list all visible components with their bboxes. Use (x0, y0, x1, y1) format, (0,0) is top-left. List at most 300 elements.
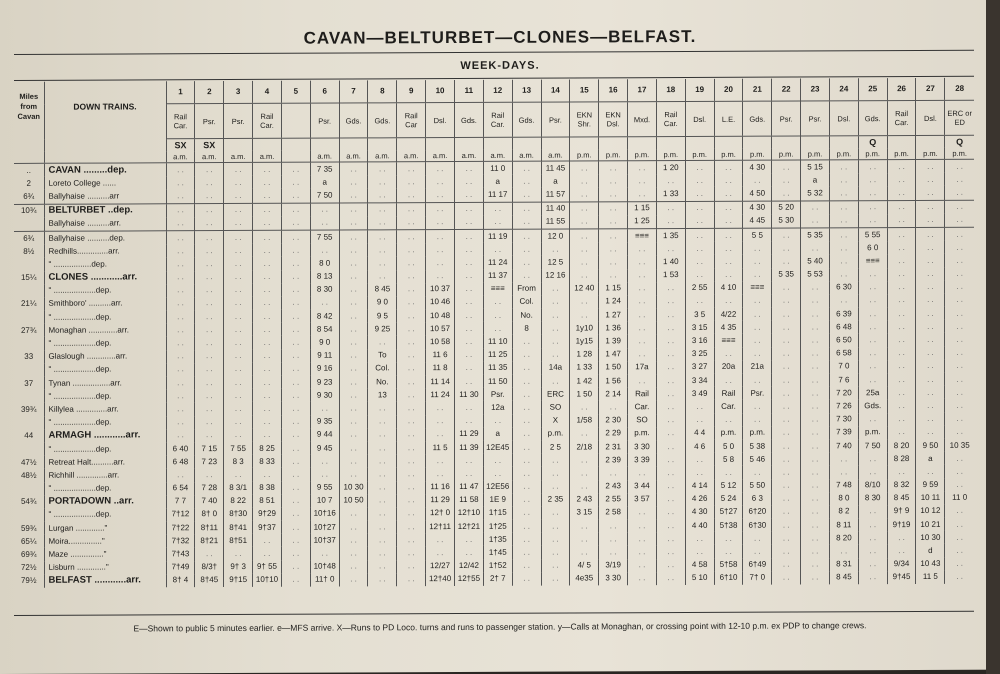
time-cell: 3 39 (628, 453, 657, 466)
time-cell: 11 39 (454, 441, 483, 454)
time-cell: . . (541, 520, 570, 533)
time-cell: 7 55 (224, 442, 253, 455)
time-cell: . . (195, 389, 224, 402)
time-cell: 2 29 (599, 427, 628, 440)
time-cell: . . (570, 188, 599, 202)
time-cell: . . (483, 216, 512, 230)
time-cell: 4 30 (743, 160, 772, 174)
time-cell: . . (945, 214, 974, 228)
time-cell: . . (195, 284, 224, 297)
time-cell: 2† 7 (483, 573, 512, 586)
time-cell: . . (858, 214, 887, 228)
col-19-num: 19 (685, 79, 714, 102)
time-cell: . . (397, 428, 426, 441)
time-cell: . . (656, 572, 685, 585)
time-cell: . . (685, 532, 714, 545)
time-cell: . . (339, 428, 368, 441)
time-cell: . . (945, 227, 974, 241)
time-cell: . . (685, 466, 714, 479)
time-cell: . . (397, 230, 426, 244)
time-cell: 7 39 (829, 426, 858, 439)
time-cell: . . (801, 571, 830, 584)
time-cell: . . (166, 350, 195, 363)
col-19-type: Dsl. (685, 101, 714, 136)
time-cell: . . (656, 308, 685, 321)
time-cell: 6†30 (743, 519, 772, 532)
time-cell: . . (454, 309, 483, 322)
time-cell: 8†11 (195, 521, 224, 534)
col-11-ampm: a.m. (454, 150, 483, 162)
time-cell: . . (714, 466, 743, 479)
time-cell: 11 24 (426, 388, 455, 401)
time-cell: 8 3/1 (224, 481, 253, 494)
station-name: " ...................dep. (44, 482, 166, 496)
time-cell: . . (426, 533, 455, 546)
time-cell: . . (397, 309, 426, 322)
time-cell: a (801, 174, 830, 187)
time-cell: . . (743, 413, 772, 426)
time-cell: . . (253, 203, 282, 217)
miles-cell (14, 509, 44, 522)
time-cell: . . (397, 573, 426, 586)
time-cell: . . (916, 360, 945, 373)
time-cell: . . (570, 295, 599, 308)
time-cell: . . (512, 229, 541, 243)
station-name: CLONES ............arr. (44, 271, 166, 285)
col-15-num: 15 (570, 79, 599, 102)
time-cell: 4 10 (714, 281, 743, 294)
time-cell: . . (166, 403, 195, 416)
time-cell: . . (166, 416, 195, 429)
time-cell: . . (454, 202, 483, 216)
time-cell: 7 40 (195, 495, 224, 508)
col-1-code: SX (166, 139, 195, 152)
miles-cell: 48½ (20, 470, 37, 480)
time-cell: 4 35 (714, 321, 743, 334)
time-cell: . . (772, 545, 801, 558)
time-cell: 1 53 (656, 269, 685, 282)
time-cell: . . (339, 283, 368, 296)
time-cell: . . (801, 294, 830, 307)
time-cell: 8 30 (310, 283, 339, 296)
time-cell: . . (570, 454, 599, 467)
time-cell: Psr. (743, 387, 772, 400)
time-cell: 6 50 (829, 334, 858, 347)
time-cell: . . (339, 402, 368, 415)
time-cell: . . (253, 349, 282, 362)
time-cell: . . (339, 309, 368, 322)
time-cell: 3 27 (685, 361, 714, 374)
time-cell: . . (829, 200, 858, 214)
col-21-type: Gds. (743, 101, 772, 136)
time-cell: . . (339, 336, 368, 349)
time-cell: . . (454, 283, 483, 296)
col-12-type: Rail Car. (483, 102, 512, 137)
time-cell: . . (599, 533, 628, 546)
time-cell: . . (772, 532, 801, 545)
time-cell: . . (656, 361, 685, 374)
time-cell: 5 20 (772, 201, 801, 215)
time-cell: 11 16 (426, 481, 455, 494)
time-cell: 7 23 (195, 455, 224, 468)
time-cell: . . (829, 294, 858, 307)
time-cell: . . (512, 467, 541, 480)
col-23-type: Psr. (801, 101, 830, 136)
time-cell: . . (368, 415, 397, 428)
time-cell: . . (483, 243, 512, 256)
time-cell: 9 25 (368, 323, 397, 336)
time-cell: . . (281, 323, 310, 336)
time-cell: 2 43 (599, 480, 628, 493)
time-cell: . . (281, 203, 310, 217)
time-cell: . . (916, 214, 945, 228)
col-18-code (656, 137, 685, 150)
time-cell: . . (512, 188, 541, 202)
col-9-ampm: a.m. (397, 150, 426, 162)
time-cell: . . (801, 439, 830, 452)
station-name: Retreat Halt..........arr. (44, 455, 166, 469)
time-cell: . . (339, 547, 368, 560)
time-cell: . . (743, 466, 772, 479)
time-cell: . . (656, 321, 685, 334)
time-cell: . . (628, 559, 657, 572)
col-23-code (801, 136, 830, 149)
time-cell: . . (281, 162, 310, 176)
time-cell: 9 11 (310, 349, 339, 362)
timetable-row (14, 571, 974, 588)
time-cell: . . (454, 188, 483, 202)
time-cell: 9 35 (310, 415, 339, 428)
time-cell: 4 26 (685, 493, 714, 506)
time-cell: . . (512, 559, 541, 572)
time-cell: 3 25 (685, 348, 714, 361)
time-cell: . . (281, 442, 310, 455)
time-cell: . . (454, 454, 483, 467)
time-cell: . . (512, 414, 541, 427)
time-cell: . . (339, 520, 368, 533)
time-cell: . . (224, 547, 253, 560)
time-cell: 6†49 (743, 558, 772, 571)
miles-cell: 8½ (23, 246, 35, 256)
time-cell: 11 17 (483, 188, 512, 202)
time-cell: . . (772, 347, 801, 360)
time-cell: 10 48 (426, 309, 455, 322)
time-cell: 4e35 (570, 572, 599, 585)
time-cell: . . (166, 297, 195, 310)
time-cell: 7 26 (829, 400, 858, 413)
station-name: Loreto College ...... (44, 176, 166, 190)
time-cell: . . (195, 429, 224, 442)
time-cell: . . (166, 217, 195, 231)
col-10-num: 10 (426, 80, 455, 103)
time-cell: 10 37 (426, 283, 455, 296)
time-cell: 12†21 (454, 520, 483, 533)
time-cell: 3 30 (628, 440, 657, 453)
time-cell: . . (483, 467, 512, 480)
station-name: Richhill ..............arr. (44, 469, 166, 483)
time-cell: 11 0 (483, 161, 512, 175)
time-cell: 10 11 (916, 492, 945, 505)
time-cell: 7†43 (166, 548, 195, 561)
col-1-type: Rail Car. (166, 104, 195, 139)
time-cell: 6 3 (743, 492, 772, 505)
time-cell: . . (281, 547, 310, 560)
time-cell: . . (224, 350, 253, 363)
time-cell: . . (714, 174, 743, 187)
time-cell: 1/58 (570, 414, 599, 427)
time-cell: . . (483, 309, 512, 322)
time-cell: 10 43 (916, 558, 945, 571)
time-cell: . . (281, 402, 310, 415)
time-cell: . . (858, 268, 887, 281)
time-cell: 8 25 (253, 442, 282, 455)
time-cell: . . (397, 322, 426, 335)
col-12-ampm: a.m. (483, 150, 512, 162)
time-cell: . . (454, 546, 483, 559)
time-cell: . . (858, 160, 887, 174)
time-cell: . . (541, 375, 570, 388)
time-cell: . . (801, 518, 830, 531)
time-cell: . . (224, 162, 253, 176)
col-17-type: Mxd. (628, 102, 657, 137)
time-cell: 10 21 (916, 518, 945, 531)
time-cell: . . (397, 362, 426, 375)
time-cell: . . (628, 308, 657, 321)
col-26-code (887, 136, 916, 149)
time-cell: . . (454, 243, 483, 256)
time-cell: . . (628, 506, 657, 519)
time-cell: . . (570, 201, 599, 215)
time-cell: . . (253, 363, 282, 376)
time-cell: To (368, 349, 397, 362)
time-cell: 17a (628, 361, 657, 374)
time-cell: . . (801, 360, 830, 373)
time-cell: . . (195, 336, 224, 349)
time-cell: . . (945, 531, 974, 544)
time-cell: 1 50 (570, 388, 599, 401)
col-7-code (339, 138, 368, 151)
time-cell: . . (368, 481, 397, 494)
time-cell: . . (541, 546, 570, 559)
time-cell: 11 50 (483, 375, 512, 388)
col-15-ampm: p.m. (570, 149, 599, 161)
time-cell: 7 50 (858, 439, 887, 452)
time-cell: . . (541, 243, 570, 256)
down-trains-header: DOWN TRAINS. (44, 81, 166, 163)
time-cell: . . (281, 336, 310, 349)
time-cell: . . (772, 571, 801, 584)
time-cell: . . (801, 466, 830, 479)
time-cell: . . (685, 545, 714, 558)
time-cell: . . (887, 426, 916, 439)
time-cell: . . (454, 401, 483, 414)
time-cell: . . (887, 320, 916, 333)
time-cell: . . (426, 270, 455, 283)
time-cell: 9 30 (310, 389, 339, 402)
col-22-code (772, 136, 801, 149)
miles-cell: 6¾ (14, 231, 44, 245)
time-cell: ≡≡≡ (743, 281, 772, 294)
time-cell: . . (570, 427, 599, 440)
time-cell: a (310, 176, 339, 189)
time-cell: . . (772, 242, 801, 255)
time-cell: . . (772, 187, 801, 201)
col-27-type: Dsl. (916, 100, 945, 135)
col-7-ampm: a.m. (339, 150, 368, 162)
col-2-ampm: a.m. (195, 151, 224, 163)
time-cell: 11 58 (454, 494, 483, 507)
time-cell: 8 32 (887, 479, 916, 492)
time-cell: . . (887, 399, 916, 412)
time-cell: . . (397, 388, 426, 401)
col-13-type: Gds. (512, 102, 541, 137)
time-cell: 2 55 (599, 493, 628, 506)
station-name: BELTURBET ..dep. (44, 203, 166, 217)
time-cell: . . (281, 534, 310, 547)
time-cell: . . (743, 174, 772, 187)
time-cell: . . (310, 402, 339, 415)
col-8-code (368, 138, 397, 151)
time-cell: . . (945, 267, 974, 280)
time-cell: . . (656, 348, 685, 361)
time-cell: . . (656, 174, 685, 187)
time-cell: 5 24 (714, 492, 743, 505)
time-cell: . . (454, 375, 483, 388)
time-cell: . . (339, 441, 368, 454)
station-name: Ballyhaise ..........arr (44, 190, 166, 204)
time-cell: . . (224, 376, 253, 389)
time-cell: . . (368, 216, 397, 230)
time-cell: . . (483, 296, 512, 309)
time-cell: . . (858, 307, 887, 320)
col-22-type: Psr. (772, 101, 801, 136)
time-cell: . . (599, 269, 628, 282)
time-cell: . . (743, 321, 772, 334)
time-cell: . . (281, 216, 310, 230)
time-cell: . . (224, 230, 253, 244)
time-cell: 2/18 (570, 440, 599, 453)
time-cell: . . (887, 531, 916, 544)
time-cell: 11 57 (541, 188, 570, 202)
time-cell: 2 39 (599, 453, 628, 466)
time-cell: . . (887, 160, 916, 174)
time-cell: . . (253, 547, 282, 560)
time-cell: 11 35 (483, 362, 512, 375)
time-cell: 12/27 (426, 560, 455, 573)
col-14-type: Psr. (541, 102, 570, 137)
time-cell: . . (945, 320, 974, 333)
time-cell: 11 8 (426, 362, 455, 375)
time-cell: . . (166, 468, 195, 481)
time-cell: 1 33 (570, 361, 599, 374)
col-7-num: 7 (339, 80, 368, 103)
time-cell: . . (628, 572, 657, 585)
time-cell: . . (570, 546, 599, 559)
time-cell: . . (772, 479, 801, 492)
time-cell: . . (801, 413, 830, 426)
time-cell: 10 35 (945, 439, 974, 452)
time-cell: . . (195, 547, 224, 560)
time-cell: . . (714, 545, 743, 558)
time-cell: 5 5 (743, 228, 772, 242)
time-cell: 1†25 (483, 520, 512, 533)
miles-cell: 59¾ (20, 523, 37, 533)
time-cell: . . (916, 373, 945, 386)
time-cell: . . (253, 376, 282, 389)
time-cell: . . (887, 200, 916, 214)
time-cell: . . (945, 360, 974, 373)
time-cell: . . (916, 426, 945, 439)
time-cell: . . (858, 465, 887, 478)
col-10-code (426, 138, 455, 151)
time-cell: . . (656, 201, 685, 215)
time-cell: ≡≡≡ (628, 229, 657, 243)
time-cell: . . (829, 452, 858, 465)
time-cell: p.m. (714, 427, 743, 440)
time-cell: 10†37 (310, 534, 339, 547)
miles-cell (14, 364, 44, 377)
time-cell: . . (887, 173, 916, 186)
time-cell: . . (166, 244, 195, 257)
time-cell: 4 50 (743, 187, 772, 201)
time-cell: 1 47 (599, 348, 628, 361)
time-cell: . . (801, 558, 830, 571)
time-cell: . . (512, 375, 541, 388)
col-5-num: 5 (281, 81, 310, 104)
time-cell: 2 30 (599, 414, 628, 427)
col-17-ampm: p.m. (628, 149, 657, 161)
time-cell: . . (281, 376, 310, 389)
time-cell: . . (195, 297, 224, 310)
time-cell: . . (829, 214, 858, 228)
time-cell: 8 2 (829, 505, 858, 518)
time-cell: . . (512, 348, 541, 361)
time-cell: X (541, 414, 570, 427)
time-cell: 6 40 (166, 442, 195, 455)
time-cell: 1y15 (570, 335, 599, 348)
time-cell: . . (339, 270, 368, 283)
time-cell: . . (310, 455, 339, 468)
time-cell: . . (166, 337, 195, 350)
time-cell: . . (743, 295, 772, 308)
time-cell: . . (397, 202, 426, 216)
time-cell: . . (224, 415, 253, 428)
col-11-num: 11 (454, 80, 483, 103)
time-cell: . . (426, 243, 455, 256)
col-10-type: Dsl. (426, 103, 455, 138)
time-cell: 4 40 (685, 519, 714, 532)
time-cell: . . (454, 269, 483, 282)
time-cell: . . (224, 389, 253, 402)
time-cell: . . (454, 349, 483, 362)
time-cell: . . (743, 374, 772, 387)
time-cell: 3/19 (599, 559, 628, 572)
col-6-code (310, 138, 339, 151)
time-cell: . . (570, 175, 599, 188)
time-cell: . . (858, 558, 887, 571)
time-cell: . . (368, 573, 397, 586)
col-21-ampm: p.m. (743, 149, 772, 161)
miles-cell: 47½ (20, 457, 37, 467)
time-cell: 4 58 (685, 559, 714, 572)
time-cell: . . (195, 402, 224, 415)
station-name: Maze ..............." (44, 548, 166, 562)
col-22-num: 22 (772, 79, 801, 102)
miles-cell: 72½ (20, 563, 37, 573)
miles-cell (14, 258, 44, 271)
miles-cell: .. (14, 163, 44, 177)
time-cell: . . (310, 244, 339, 257)
